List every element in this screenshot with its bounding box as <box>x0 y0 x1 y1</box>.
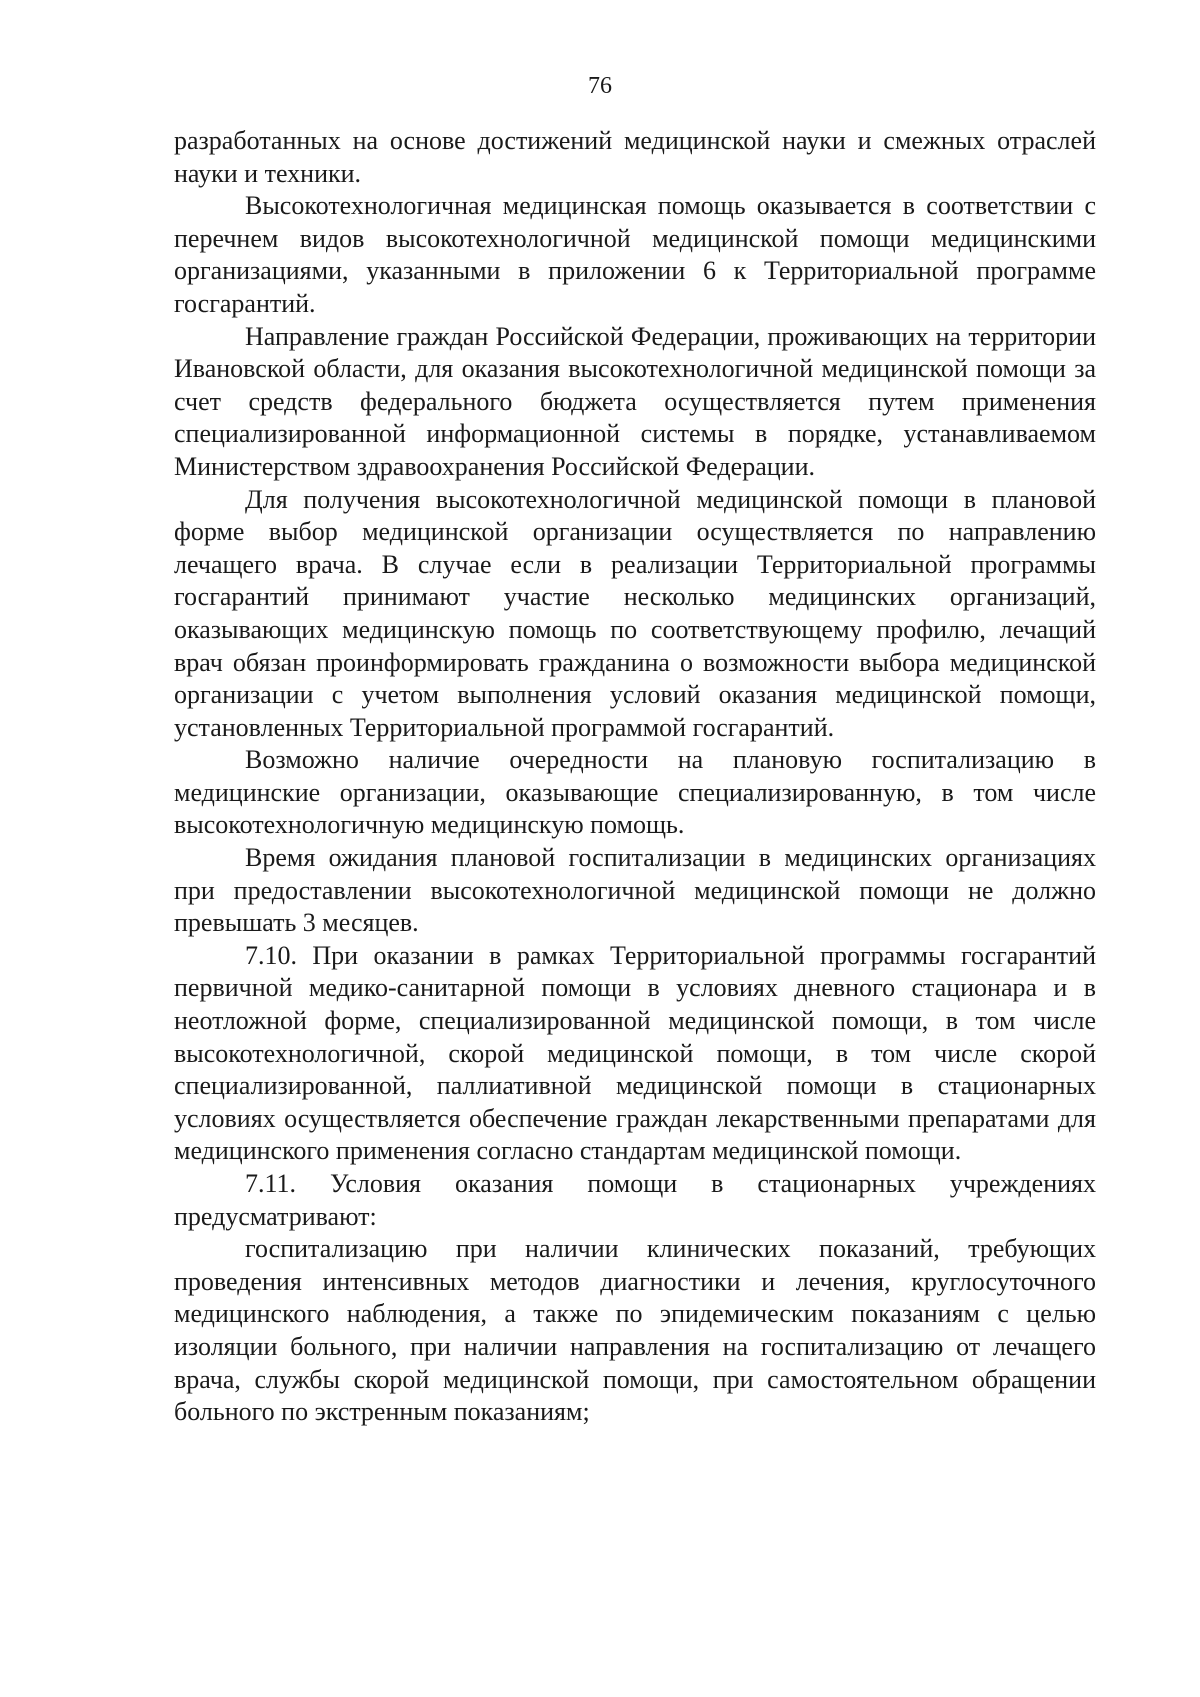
document-body <box>174 125 1096 1429</box>
paragraph-high-tech-care: Высокотехнологичная медицинская помощь оказывается в соответствии с перечнем видов высокотехнологичной медицинской помощи медицинскими организациями, указанными в приложении 6 к Территориальной программе госгарантий. <box>174 191 1096 318</box>
paragraph-waiting-time: Время ожидания плановой госпитализации в медицинских организациях при предоставлении высокотехнологичной медицинской помощи не должно превышать 3 месяцев. <box>174 843 1096 938</box>
paragraph-referral: Направление граждан Российской Федерации, проживающих на территории Ивановской области, для оказания высокотехнологичной медицинской помощи за счет средств федерального бюджета осуществляется путем применения специализированной информационной системы в порядке, устанавливаемом Министерством здравоохранения Российской Федерации. <box>174 321 1096 481</box>
paragraph-continuation: разработанных на основе достижений медицинской науки и смежных отраслей науки и техники. <box>174 126 1096 188</box>
paragraph-planned-form: Для получения высокотехнологичной медицинской помощи в плановой форме выбор медицинской организации осуществляется по направлению лечащего врача. В случае если в реализации Территориальной программы госгарантий принимают участие несколько медицинских организаций, оказывающих медицинскую помощь по соответствующему профилю, лечащий врач обязан проинформировать гражданина о возможности выбора медицинской организации с учетом выполнения условий оказания медицинской помощи, установленных Территориальной программой госгарантий. <box>174 484 1096 742</box>
page-number: 76 <box>588 73 612 99</box>
paragraph-section-7-11: 7.11. Условия оказания помощи в стационарных учреждениях предусматривают: <box>174 1169 1096 1231</box>
paragraph-section-7-10: 7.10. При оказании в рамках Территориальной программы госгарантий первичной медико-санитарной помощи в условиях дневного стационара и в неотложной форме, специализированной медицинской помощи, в том числе высокотехнологичной, скорой медицинской помощи, в том числе скорой специализированной, паллиативной медицинской помощи в стационарных условиях осуществляется обеспечение граждан лекарственными препаратами для медицинского применения согласно стандартам медицинской помощи. <box>174 940 1096 1166</box>
paragraph-queue: Возможно наличие очередности на плановую госпитализацию в медицинские организации, оказывающие специализированную, в том числе высокотехнологичную медицинскую помощь. <box>174 745 1096 840</box>
paragraph-hospitalization: госпитализацию при наличии клинических показаний, требующих проведения интенсивных методов диагностики и лечения, круглосуточного медицинского наблюдения, а также по эпидемическим показаниям с целью изоляции больного, при наличии направления на госпитализацию от лечащего врача, службы скорой медицинской помощи, при самостоятельном обращении больного по экстренным показаниям; <box>174 1234 1096 1427</box>
